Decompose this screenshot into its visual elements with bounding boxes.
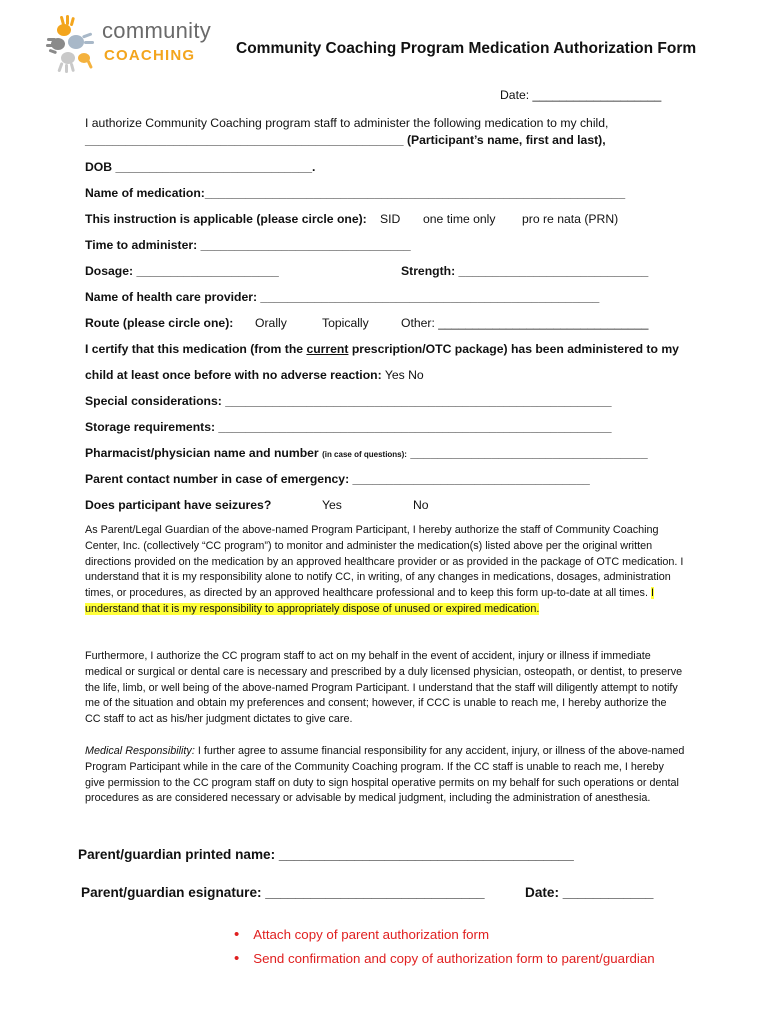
route-option-orally[interactable]: Orally (255, 316, 287, 330)
certify-text-b: prescription/OTC package) has been administered to my (348, 342, 679, 356)
community-coaching-logo (44, 14, 229, 74)
bullet-text: Attach copy of parent authorization form (253, 927, 490, 942)
route-label: Route (please circle one): (85, 316, 234, 330)
certify-line-2 (85, 368, 424, 382)
route-other-field[interactable]: Other: _______________________________ (401, 316, 649, 330)
strength-field[interactable]: Strength: ____________________________ (401, 264, 649, 278)
instruction-bullet-2 (234, 950, 655, 968)
instruction-bullet-1 (234, 926, 489, 944)
storage-requirements-field[interactable]: Storage requirements: __________________________________________________________ (85, 420, 612, 434)
bullet-dot: • (234, 950, 240, 967)
dosage-field[interactable]: Dosage: _____________________ (85, 264, 279, 278)
hands-icon (44, 14, 102, 74)
printed-name-field[interactable]: Parent/guardian printed name: _______________________________________ (78, 847, 574, 862)
certify-yes-no[interactable]: Yes No (381, 368, 424, 382)
bullet-text: Send confirmation and copy of authorization form to parent/guardian (253, 951, 655, 966)
seizures-yes[interactable]: Yes (322, 498, 342, 512)
option-sid[interactable]: SID (380, 212, 401, 226)
seizures-no[interactable]: No (413, 498, 429, 512)
certify-line-1 (85, 342, 679, 356)
option-prn[interactable]: pro re nata (PRN) (522, 212, 619, 226)
pharmacist-note: (in case of questions): (322, 450, 407, 459)
seizures-label: Does participant have seizures? (85, 498, 272, 512)
authorization-paragraph (85, 523, 685, 618)
dob-field[interactable]: DOB _____________________________. (85, 160, 316, 174)
authorization-text: As Parent/Legal Guardian of the above-named Program Participant, I hereby authorize the staff of Community Coaching Center, Inc. (collectively “CC program”) to monitor and administer the medication(s) listed above per the original written directions provided on the medication by an approved healthcare provider or as provided in the package of OTC medication. I understand that it is my responsibility alone to notify CC, in writing, of any changes in medications, dosages, administration times, or procedures, as directed by an approved healthcare professional and to keep this form up-to-date at all times. (85, 524, 684, 600)
pharmacist-blank[interactable]: ___________________________________ (410, 446, 648, 460)
medical-responsibility-paragraph (85, 744, 685, 807)
time-to-administer-field[interactable]: Time to administer: _______________________________ (85, 238, 411, 252)
pharmacist-label: Pharmacist/physician name and number (85, 446, 319, 460)
medication-name-field[interactable]: Name of medication:______________________________________________________________ (85, 186, 626, 200)
medical-responsibility-label: Medical Responsibility: (85, 745, 195, 757)
special-considerations-field[interactable]: Special considerations: _________________________________________________________ (85, 394, 612, 408)
route-option-topically[interactable]: Topically (322, 316, 369, 330)
certify-question: child at least once before with no adverse reaction: (85, 368, 382, 382)
pharmacist-field[interactable] (85, 446, 648, 460)
disposal-highlight: I understand that it is my responsibility to appropriately dispose of unused or expired medication. (85, 587, 654, 615)
authorize-text: I authorize Community Coaching program staff to administer the following medication to my child, (85, 116, 609, 130)
esignature-field[interactable]: Parent/guardian esignature: _____________________________ (81, 885, 485, 900)
certify-current: current (306, 342, 349, 356)
date-field[interactable]: Date: ___________________ (500, 88, 662, 102)
instruction-label: This instruction is applicable (please circle one): (85, 212, 367, 226)
signature-date-field[interactable]: Date: ____________ (525, 885, 654, 900)
participant-name-field[interactable]: _______________________________________________ (Participant’s name, first and last), (85, 133, 606, 147)
option-one-time-only[interactable]: one time only (423, 212, 496, 226)
bullet-dot: • (234, 926, 240, 943)
health-care-provider-field[interactable]: Name of health care provider: __________________________________________________ (85, 290, 600, 304)
emergency-contact-field[interactable]: Parent contact number in case of emergency: ___________________________________ (85, 472, 590, 486)
certify-text-a: I certify that this medication (from the (85, 342, 307, 356)
logo-word-coaching: COACHING (104, 47, 196, 64)
form-title: Community Coaching Program Medication Authorization Form (236, 40, 697, 57)
emergency-care-paragraph: Furthermore, I authorize the CC program staff to act on my behalf in the event of accident, injury or illness if immediate medical or surgical or dental care is necessary and prescribed by a duly licensed physician, osteopath, or dentist, to preserve the life, limb, or well being of the above-named Program Participant. I understand that the staff will diligently attempt to notify me of the situation and obtain my preferences and consent; however, if CCC is unable to reach me, I hereby authorize the CC staff to act as his/her judgment dictates to give care. (85, 650, 683, 726)
logo-word-community: community (102, 18, 212, 43)
medical-responsibility-text: I further agree to assume financial responsibility for any accident, injury, or illness of the above-named Program Participant while in the care of the Community Coaching program. If the CC staff is unable to reach me, I hereby give permission to the CC program staff on duty to sign hospital operative permits on my behalf for such operations or dental procedures as are considered necessary or advisable by medical judgment, including the administration of anesthesia. (85, 745, 685, 805)
